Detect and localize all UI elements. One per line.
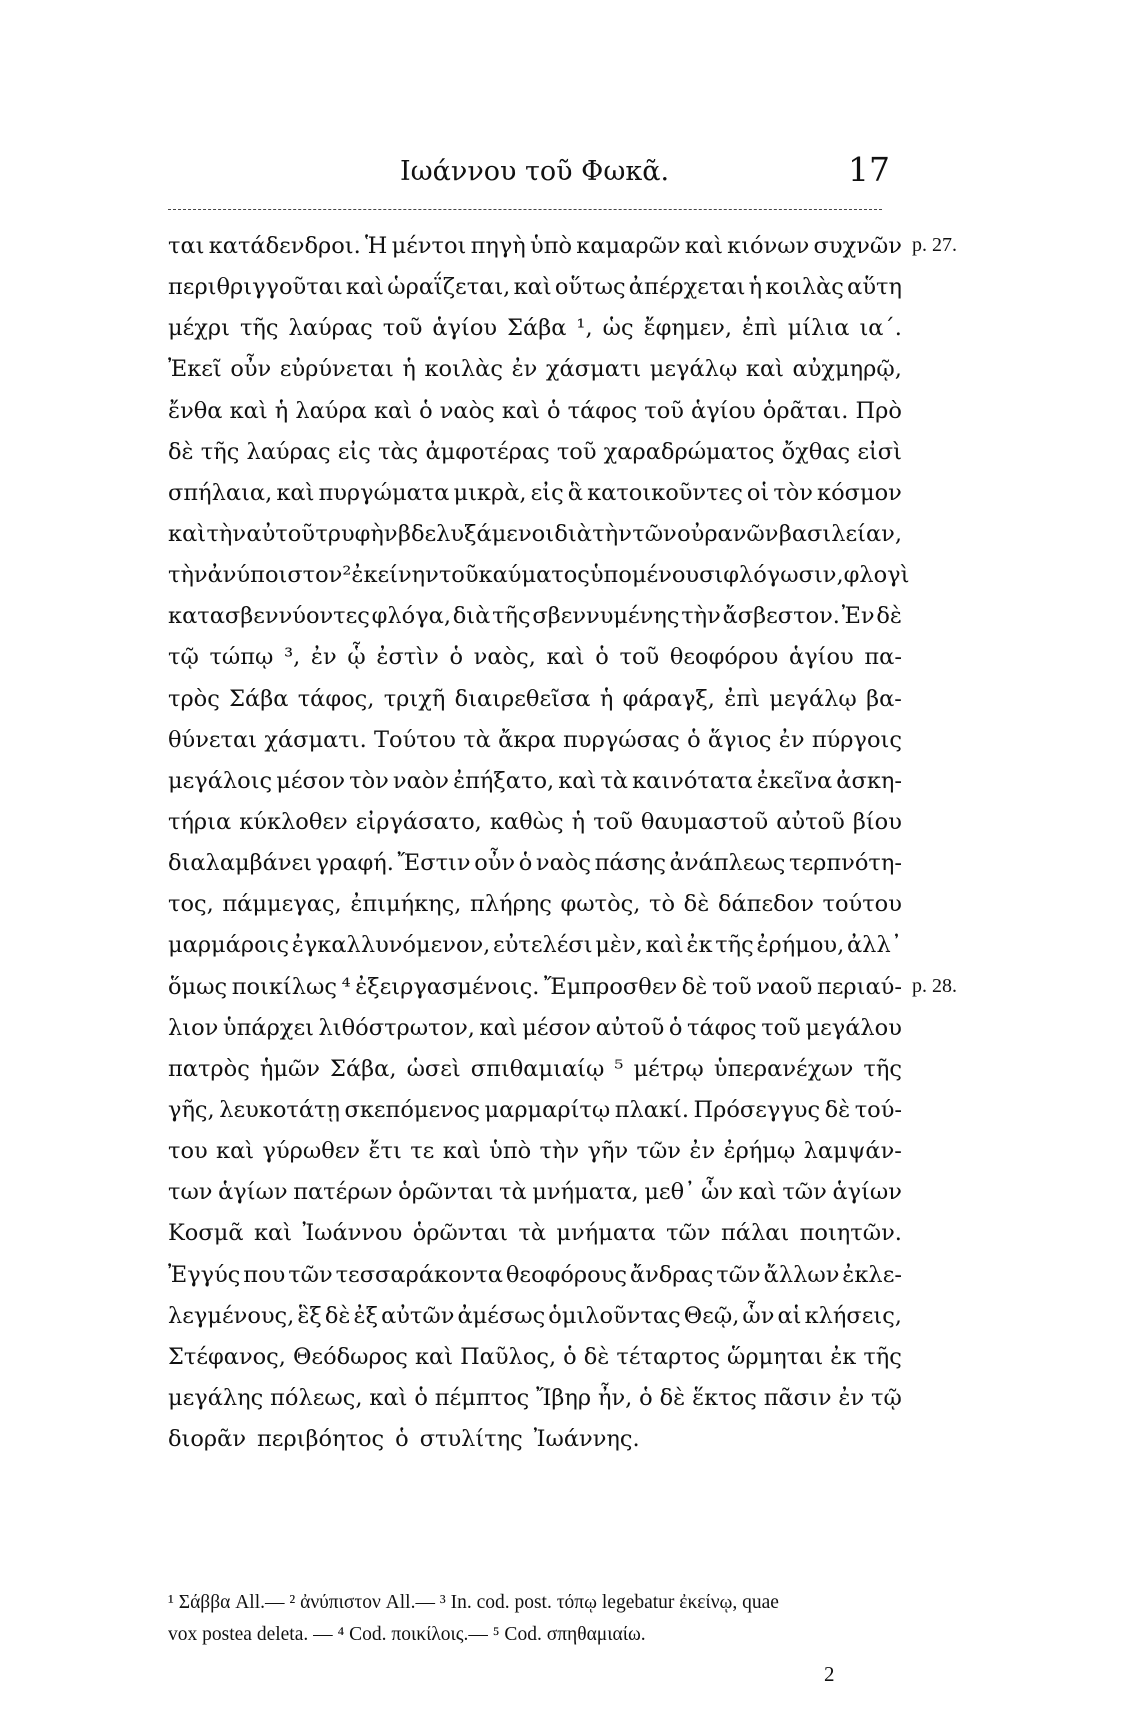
footnote-line-1: ¹ Σάββα All.— ² ἀνύπιστον All.— ³ In. cod. post. τόπῳ legebatur ἐκείνῳ, quae: [168, 1592, 779, 1613]
text-line: ὅμως ποικίλως ⁴ ἐξειργασμένοις. Ἔμπροσθεν δὲ τοῦ ναοῦ περιαύ-: [168, 973, 902, 1000]
footnote-line-2: vox postea deleta. — ⁴ Cod. ποικίλοις.— ⁵ Cod. σπηθαμιαίω.: [168, 1624, 646, 1645]
text-line: λιον ὑπάρχει λιθόστρωτον, καὶ μέσον αὐτοῦ ὁ τάφος τοῦ μεγάλου: [168, 1014, 902, 1041]
margin-page-reference: p. 27.: [912, 234, 957, 256]
header-rule: [168, 209, 882, 210]
text-line: μαρμάροις ἐγκαλλυνόμενον, εὐτελέσι μὲν, καὶ ἐκ τῆς ἐρήμου, ἀλλ᾽: [168, 932, 902, 959]
text-line: τήρια κύκλοθεν εἰργάσατο, καθὼς ἡ τοῦ θαυμαστοῦ αὐτοῦ βίου: [168, 808, 902, 835]
text-line: μέχρι τῆς λαύρας τοῦ ἁγίου Σάβα ¹, ὡς ἔφημεν, ἐπὶ μίλια ια΄.: [168, 315, 902, 342]
text-line: τὴν ἀνύποιστον ² ἐκείνην τοῦ καύματος ὑπομένουσι φλόγωσιν, φλογὶ: [168, 562, 910, 589]
text-line: δὲ τῆς λαύρας εἰς τὰς ἀμφοτέρας τοῦ χαραδρώματος ὄχθας εἰσὶ: [168, 438, 902, 465]
text-line: ται κατάδενδροι. Ἡ μέντοι πηγὴ ὑπὸ καμαρῶν καὶ κιόνων συχνῶν: [168, 233, 902, 259]
text-line: Ἐκεῖ οὖν εὐρύνεται ἡ κοιλὰς ἐν χάσματι μεγάλῳ καὶ αὐχμηρῷ,: [168, 356, 902, 383]
text-line: πατρὸς ἡμῶν Σάβα, ὡσεὶ σπιθαμιαίῳ ⁵ μέτρῳ ὑπερανέχων τῆς: [168, 1055, 902, 1082]
text-line: μεγάλοις μέσον τὸν ναὸν ἐπήξατο, καὶ τὰ καινότατα ἐκεῖνα ἀσκη-: [168, 767, 902, 794]
text-line: Στέφανος, Θεόδωρος καὶ Παῦλος, ὁ δὲ τέταρτος ὥρμηται ἐκ τῆς: [168, 1343, 902, 1370]
text-line: τρὸς Σάβα τάφος, τριχῆ διαιρεθεῖσα ἡ φάραγξ, ἐπὶ μεγάλῳ βα-: [168, 685, 902, 712]
text-line: θύνεται χάσματι. Τούτου τὰ ἄκρα πυργώσας ὁ ἅγιος ἐν πύργοις: [168, 726, 902, 753]
text-line: καὶ τὴν αὐτοῦ τρυφὴν βδελυξάμενοι διὰ τὴν τῶν οὐρανῶν βασιλείαν,: [168, 520, 902, 547]
text-line: διαλαμβάνει γραφή. Ἔστιν οὖν ὁ ναὸς πάσης ἀνάπλεως τερπνότη-: [168, 850, 902, 877]
text-line: Κοσμᾶ καὶ Ἰωάννου ὁρῶνται τὰ μνήματα τῶν πάλαι ποιητῶν.: [168, 1220, 902, 1247]
text-line: κατασβεννύοντες φλόγα, διὰ τῆς σβεννυμένης τὴν ἄσβεστον. Ἐν δὲ: [168, 603, 902, 630]
text-line: λεγμένους, ἓξ δὲ ἐξ αὐτῶν ἀμέσως ὁμιλοῦντας Θεῷ, ὧν αἱ κλήσεις,: [168, 1302, 902, 1329]
text-line: Ἐγγύς που τῶν τεσσαράκοντα θεοφόρους ἄνδρας τῶν ἄλλων ἐκλε-: [168, 1261, 902, 1288]
text-line: διορᾶν περιβόητος ὁ στυλίτης Ἰωάννης.: [168, 1426, 640, 1453]
text-line: ἔνθα καὶ ἡ λαύρα καὶ ὁ ναὸς καὶ ὁ τάφος τοῦ ἁγίου ὁρᾶται. Πρὸ: [168, 397, 902, 424]
text-line: των ἁγίων πατέρων ὁρῶνται τὰ μνήματα, μεθ᾽ ὧν καὶ τῶν ἁγίων: [168, 1179, 902, 1206]
text-line: μεγάλης πόλεως, καὶ ὁ πέμπτος Ἴβηρ ἦν, ὁ δὲ ἕκτος πᾶσιν ἐν τῷ: [168, 1384, 902, 1411]
text-line: τῷ τώπῳ ³, ἐν ᾧ ἐστὶν ὁ ναὸς, καὶ ὁ τοῦ θεοφόρου ἁγίου πα-: [168, 644, 902, 671]
text-line: περιθριγγοῦται καὶ ὡραΐζεται, καὶ οὕτως ἀπέρχεται ἡ κοιλὰς αὕτη: [168, 274, 902, 301]
text-line: σπήλαια, καὶ πυργώματα μικρὰ, εἰς ἃ κατοικοῦντες οἱ τὸν κόσμον: [168, 479, 902, 506]
text-line: του καὶ γύρωθεν ἔτι τε καὶ ὑπὸ τὴν γῆν τῶν ἐν ἐρήμῳ λαμψάν-: [168, 1138, 902, 1165]
body-text: [168, 226, 910, 1460]
margin-page-reference: p. 28.: [912, 974, 957, 997]
text-line: τος, πάμμεγας, ἐπιμήκης, πλήρης φωτὸς, τὸ δὲ δάπεδον τούτου: [168, 891, 902, 918]
signature-mark: 2: [824, 1662, 835, 1686]
page-number: 17: [848, 150, 890, 189]
text-line: γῆς, λευκοτάτῃ σκεπόμενος μαρμαρίτῳ πλακί. Πρόσεγγυς δὲ τού-: [168, 1096, 902, 1123]
running-title: Ιωάννου τοῦ Φωκᾶ.: [400, 156, 670, 187]
